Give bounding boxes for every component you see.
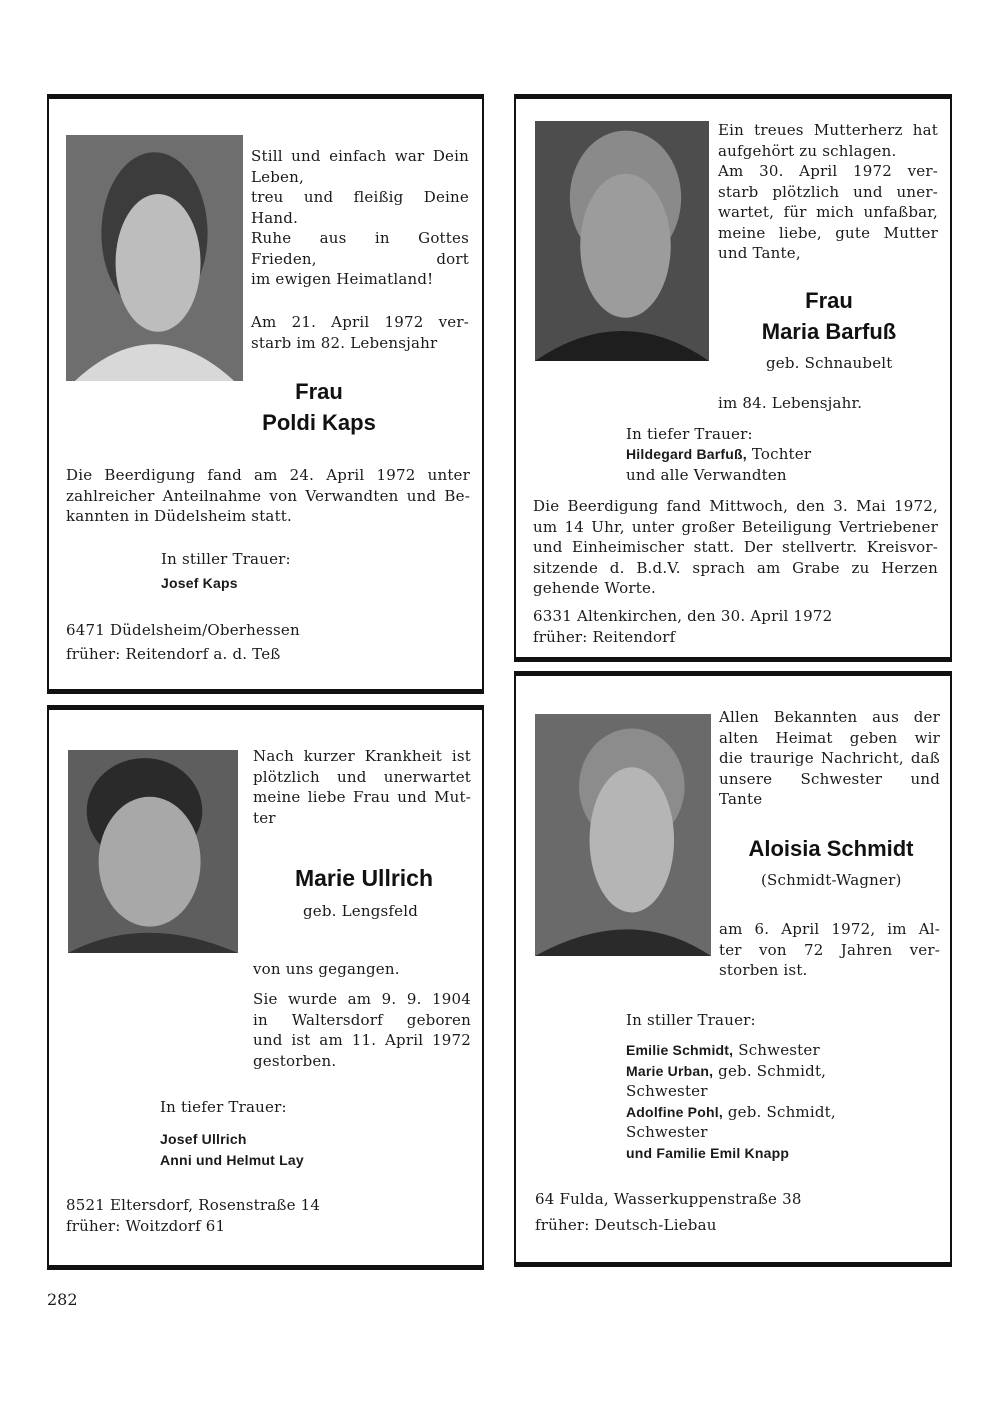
former-address: früher: Woitzdorf 61 bbox=[66, 1217, 226, 1235]
memorial-verse: Still und einfach war Dein Leben, treu und fleißig Deine Hand. Ruhe aus in Gottes Frieden, dort im ewigen Heimatland! bbox=[251, 147, 469, 288]
deceased-title: Frau bbox=[805, 288, 853, 313]
mourner-relation: Schwester bbox=[626, 1082, 708, 1100]
mourner-others: und alle Verwandten bbox=[626, 466, 787, 484]
death-text: am 6. April 1972, im Al- ter von 72 Jahren ver- storben ist. bbox=[719, 920, 940, 979]
intro-text: Allen Bekannten aus der alten Heimat geben wir die traurige Nachricht, daß unsere Schwester und Tante bbox=[719, 708, 940, 808]
mourner-relation: Schwester bbox=[626, 1123, 708, 1141]
intro-text: Nach kurzer Krankheit ist plötzlich und unerwartet meine liebe Frau und Mut- ter bbox=[253, 747, 471, 827]
mourner-name: Josef Ullrich bbox=[160, 1131, 247, 1147]
alias-name: (Schmidt-Wagner) bbox=[761, 871, 902, 889]
funeral-text: Die Beerdigung fand Mittwoch, den 3. Mai 1972, um 14 Uhr, unter großer Beteiligung Vertriebener und Einheimischer statt. Der stellvertr. Kreisvor- sitzende d. B.d.V. sprach am Grabe zu Herzen gehende Worte. bbox=[533, 497, 938, 597]
notice-maria-barfuss bbox=[514, 94, 952, 662]
mourner-family: und Familie Emil Knapp bbox=[626, 1144, 790, 1161]
mourner-relation: Schwester bbox=[738, 1041, 820, 1059]
age-text: im 84. Lebensjahr. bbox=[718, 394, 863, 412]
former-address: früher: Reitendorf bbox=[533, 628, 676, 646]
portrait-photo bbox=[535, 714, 711, 956]
address: 8521 Eltersdorf, Rosenstraße 14 bbox=[66, 1196, 321, 1214]
maiden-name: geb. Lengsfeld bbox=[303, 902, 419, 920]
mourner-name: Marie Urban, bbox=[626, 1062, 714, 1079]
notice-aloisia-schmidt bbox=[514, 671, 952, 1267]
mourner-relation: geb. Schmidt, bbox=[727, 1102, 836, 1121]
deceased-title: Frau bbox=[295, 379, 343, 404]
intro-text: Ein treues Mutterherz hat aufgehört zu schlagen. Am 30. April 1972 ver- starb plötzlich und uner- wartet, für mich unfaßbar, meine liebe, gute Mutter und Tante, bbox=[718, 121, 938, 262]
mourner-name: Anni und Helmut Lay bbox=[160, 1152, 304, 1168]
address: 6471 Düdelsheim/Oberhessen bbox=[66, 621, 300, 639]
mourner-relation: geb. Schmidt, bbox=[718, 1061, 827, 1080]
mourner-name: Emilie Schmidt, bbox=[626, 1042, 734, 1058]
deceased-name: Poldi Kaps bbox=[262, 410, 376, 435]
notice-poldi-kaps bbox=[47, 94, 484, 694]
mourner-name: Adolfine Pohl, bbox=[626, 1103, 723, 1120]
mourner-line bbox=[626, 444, 811, 465]
portrait-photo bbox=[535, 121, 709, 361]
former-address: früher: Deutsch-Liebau bbox=[535, 1216, 717, 1234]
notice-marie-ullrich bbox=[47, 705, 484, 1270]
death-date-text: Am 21. April 1972 ver- starb im 82. Lebensjahr bbox=[251, 313, 469, 352]
mourning-label: In tiefer Trauer: bbox=[160, 1098, 287, 1116]
mourner-relation: Tochter bbox=[751, 445, 812, 463]
mourning-label: In stiller Trauer: bbox=[161, 550, 291, 568]
former-address: früher: Reitendorf a. d. Teß bbox=[66, 645, 281, 663]
portrait-photo bbox=[68, 750, 238, 953]
mourner-name: Hildegard Barfuß, bbox=[626, 446, 747, 462]
mourning-label: In tiefer Trauer: bbox=[626, 425, 753, 443]
portrait-photo bbox=[66, 135, 243, 381]
funeral-text: Die Beerdigung fand am 24. April 1972 unter zahlreicher Anteilnahme von Verwandten und Be- kannten in Düdelsheim statt. bbox=[66, 466, 470, 525]
deceased-name: Marie Ullrich bbox=[294, 865, 434, 891]
mourners-list bbox=[626, 1040, 836, 1163]
mourning-label: In stiller Trauer: bbox=[626, 1011, 756, 1029]
mourner-name: Josef Kaps bbox=[161, 575, 238, 591]
address: 6331 Altenkirchen, den 30. April 1972 bbox=[533, 607, 833, 625]
page-number: 282 bbox=[47, 1290, 78, 1309]
birth-death-text: Sie wurde am 9. 9. 1904 in Waltersdorf geboren und ist am 11. April 1972 gestorben. bbox=[253, 990, 471, 1070]
address: 64 Fulda, Wasserkuppenstraße 38 bbox=[535, 1190, 802, 1208]
gone-text: von uns gegangen. bbox=[253, 960, 400, 978]
deceased-name: Aloisia Schmidt bbox=[748, 836, 914, 861]
maiden-name: geb. Schnaubelt bbox=[766, 354, 893, 372]
deceased-name: Maria Barfuß bbox=[761, 319, 897, 344]
